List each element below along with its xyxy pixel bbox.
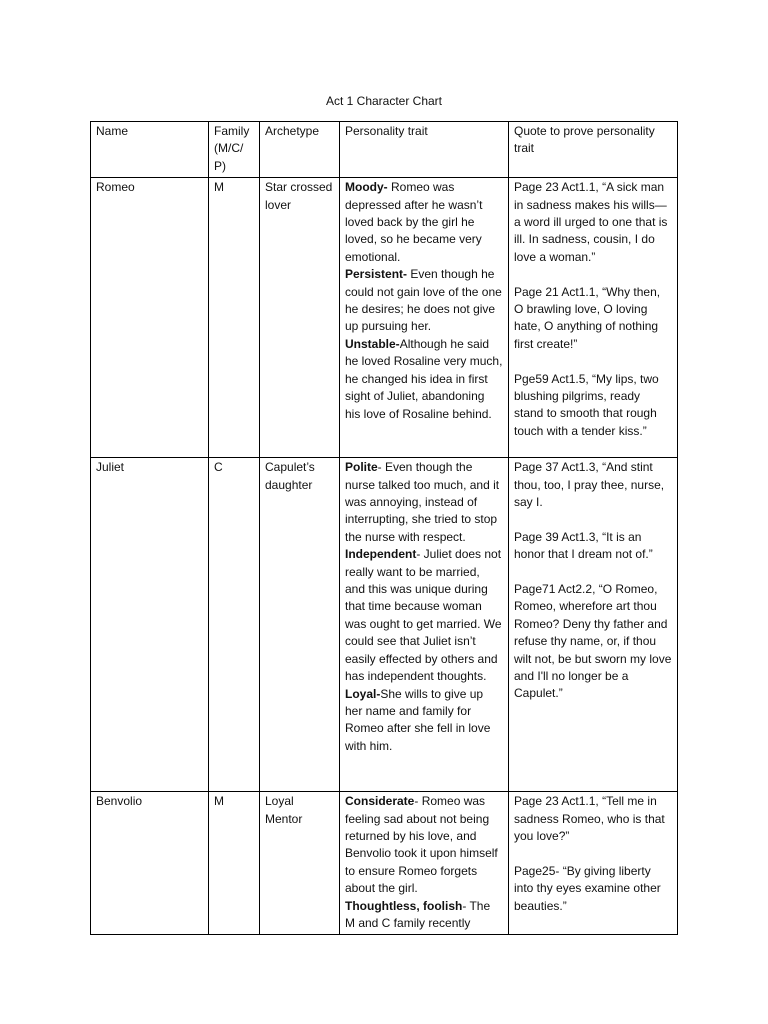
header-quote: Quote to prove personality trait (509, 122, 678, 178)
cell-family: C (209, 458, 260, 792)
cell-archetype: Star crossed lover (260, 178, 340, 458)
trait-label: Unstable- (345, 336, 400, 351)
trait-item (345, 546, 503, 685)
cell-name: Benvolio (91, 792, 209, 935)
quote-item: Page 37 Act1.3, “And stint thou, too, I pray thee, nurse, say I. (514, 460, 665, 510)
cell-name: Juliet (91, 458, 209, 792)
quote-item: Pge59 Act1.5, “My lips, two blushing pilgrims, ready stand to smooth that rough touch with a tender kiss.” (514, 371, 659, 438)
cell-family: M (209, 178, 260, 458)
trait-item (345, 336, 503, 423)
trait-text: - The M and C family recently (345, 898, 491, 931)
cell-traits (340, 178, 509, 458)
header-family: Family (M/C/P) (209, 122, 260, 178)
trait-label: Polite (345, 460, 378, 475)
cell-quotes (509, 458, 678, 792)
trait-label: Loyal- (345, 686, 381, 701)
cell-archetype: Loyal Mentor (260, 792, 340, 935)
document-title: Act 1 Character Chart (325, 94, 443, 108)
trait-label: Independent (345, 547, 417, 562)
trait-item (345, 686, 503, 756)
trait-text: - Juliet does not really want to be married, and this was unique during that time because woman was ought to get married. We could see that Juliet isn’t easily effected by others and has independent thoughts. (345, 547, 502, 684)
trait-label: Persistent- (345, 267, 408, 282)
trait-item (345, 459, 503, 546)
trait-text: Romeo was depressed after he wasn’t loved back by the girl he loved, so he became very emotional. (345, 180, 483, 264)
trait-text: Even though he could not gain love of the one he desires; he does not give up pursuing her. (345, 267, 502, 334)
table-row (91, 458, 678, 792)
cell-family: M (209, 792, 260, 935)
table-row (91, 792, 678, 935)
cell-quotes (509, 178, 678, 458)
trait-text: Although he said he loved Rosaline very much, he changed his idea in first sight of Juliet, abandoning his love of Rosaline behind. (345, 336, 503, 421)
table-header-row (91, 122, 678, 178)
cell-traits (340, 458, 509, 792)
header-name: Name (91, 122, 209, 178)
quote-item: Page 21 Act1.1, “Why then, O brawling love, O loving hate, O anything of nothing first create!” (514, 284, 661, 351)
header-personality-trait: Personality trait (340, 122, 509, 178)
character-chart-table (90, 121, 678, 935)
table-row (91, 178, 678, 458)
trait-text: - Even though the nurse talked too much, and it was annoying, instead of interrupting, she tried to stop the nurse with respect. (345, 460, 500, 544)
header-archetype: Archetype (260, 122, 340, 178)
quote-item: Page 23 Act1.1, “Tell me in sadness Romeo, who is that you love?” (514, 794, 665, 844)
quote-item: Page71 Act2.2, “O Romeo, Romeo, wherefore art thou Romeo? Deny thy father and refuse thy name, or, if thou wilt not, be but sworn my love and I'll no longer be a Capulet.” (514, 582, 672, 701)
quote-item: Page 23 Act1.1, “A sick man in sadness makes his wills—a word ill urged to one that is ill. In sadness, cousin, I do love a woman.” (514, 180, 668, 264)
trait-item (345, 898, 503, 933)
trait-label: Considerate (345, 794, 415, 809)
trait-item (345, 793, 503, 897)
trait-text: - Romeo was feeling sad about not being returned by his love, and Benvolio took it upon himself to ensure Romeo forgets about the girl. (345, 794, 498, 896)
quote-item: Page 39 Act1.3, “It is an honor that I dream not of.” (514, 529, 653, 562)
cell-archetype: Capulet’s daughter (260, 458, 340, 792)
cell-traits (340, 792, 509, 935)
trait-text: She wills to give up her name and family for Romeo after she fell in love with him. (345, 686, 491, 753)
cell-quotes (509, 792, 678, 935)
trait-item (345, 179, 503, 266)
cell-name: Romeo (91, 178, 209, 458)
trait-label: Thoughtless, foolish (345, 898, 463, 913)
trait-item (345, 266, 503, 336)
quote-item: Page25- “By giving liberty into thy eyes examine other beauties.” (514, 863, 661, 913)
trait-label: Moody- (345, 180, 388, 195)
